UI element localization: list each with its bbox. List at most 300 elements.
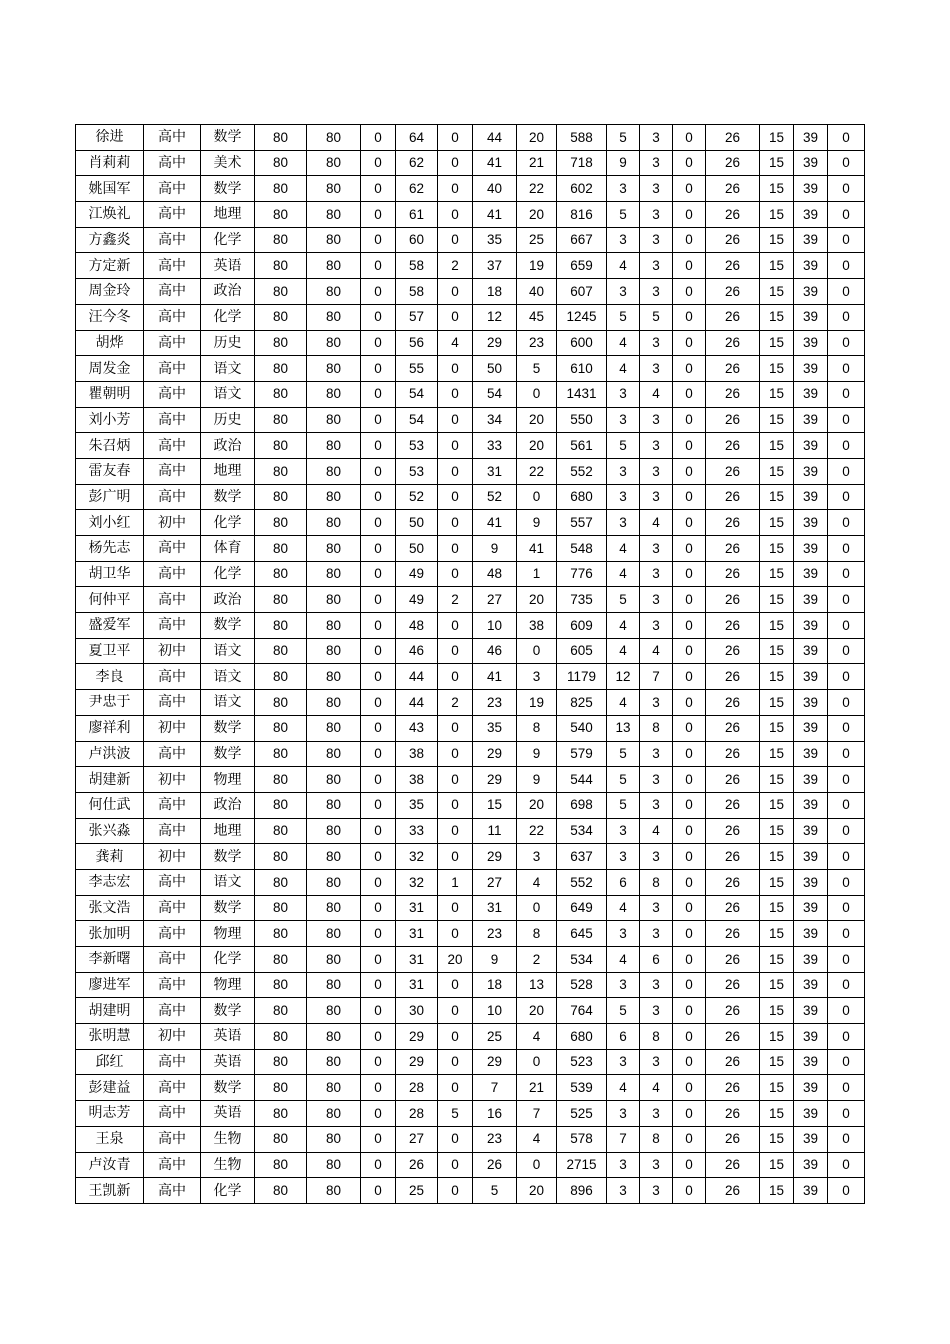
- table-cell: 4: [607, 253, 640, 279]
- table-cell: 高中: [144, 407, 201, 433]
- table-cell: 62: [396, 150, 438, 176]
- table-cell: 语文: [201, 664, 255, 690]
- table-cell: 0: [438, 715, 473, 741]
- table-cell: 3: [640, 972, 673, 998]
- table-cell: 廖进军: [76, 972, 144, 998]
- table-cell: 31: [396, 947, 438, 973]
- table-cell: 80: [255, 1101, 307, 1127]
- table-cell: 48: [473, 561, 517, 587]
- table-cell: 39: [794, 356, 828, 382]
- table-cell: 39: [794, 947, 828, 973]
- table-cell: 高中: [144, 304, 201, 330]
- table-cell: 15: [760, 484, 794, 510]
- table-cell: 718: [557, 150, 607, 176]
- table-cell: 610: [557, 356, 607, 382]
- table-cell: 0: [361, 715, 396, 741]
- table-cell: 0: [438, 1049, 473, 1075]
- table-cell: 39: [794, 304, 828, 330]
- table-cell: 80: [307, 227, 361, 253]
- table-cell: 5: [607, 587, 640, 613]
- table-cell: 46: [396, 638, 438, 664]
- table-cell: 0: [361, 458, 396, 484]
- table-cell: 22: [517, 176, 557, 202]
- table-cell: 33: [473, 433, 517, 459]
- table-cell: 26: [706, 741, 760, 767]
- table-cell: 26: [706, 1049, 760, 1075]
- table-cell: 13: [607, 715, 640, 741]
- table-cell: 0: [438, 792, 473, 818]
- table-cell: 0: [361, 227, 396, 253]
- table-cell: 3: [607, 1101, 640, 1127]
- table-cell: 15: [760, 690, 794, 716]
- table-cell: 0: [361, 947, 396, 973]
- table-cell: 0: [828, 304, 865, 330]
- table-cell: 3: [640, 844, 673, 870]
- table-cell: 5: [607, 998, 640, 1024]
- table-row: [76, 1101, 865, 1127]
- table-cell: 周发金: [76, 356, 144, 382]
- table-cell: 3: [607, 279, 640, 305]
- table-cell: 26: [396, 1152, 438, 1178]
- table-cell: 80: [307, 484, 361, 510]
- table-cell: 80: [255, 330, 307, 356]
- table-cell: 0: [828, 125, 865, 151]
- table-cell: 80: [307, 561, 361, 587]
- table-cell: 49: [396, 587, 438, 613]
- table-cell: 61: [396, 202, 438, 228]
- table-cell: 20: [517, 1178, 557, 1204]
- table-cell: 3: [640, 356, 673, 382]
- table-cell: 80: [307, 844, 361, 870]
- table-cell: 高中: [144, 381, 201, 407]
- table-cell: 15: [760, 921, 794, 947]
- table-cell: 0: [673, 741, 706, 767]
- table-cell: 3: [607, 1152, 640, 1178]
- table-cell: 3: [640, 279, 673, 305]
- table-row: [76, 1152, 865, 1178]
- table-cell: 0: [438, 844, 473, 870]
- table-cell: 5: [607, 125, 640, 151]
- table-cell: 15: [760, 844, 794, 870]
- table-cell: 0: [828, 458, 865, 484]
- table-cell: 0: [438, 176, 473, 202]
- table-cell: 825: [557, 690, 607, 716]
- table-row: [76, 536, 865, 562]
- table-cell: 26: [706, 458, 760, 484]
- table-cell: 26: [706, 561, 760, 587]
- table-cell: 0: [673, 433, 706, 459]
- table-cell: 化学: [201, 304, 255, 330]
- table-cell: 8: [517, 715, 557, 741]
- table-cell: 557: [557, 510, 607, 536]
- table-cell: 80: [255, 202, 307, 228]
- table-cell: 高中: [144, 227, 201, 253]
- table-cell: 80: [255, 690, 307, 716]
- table-cell: 0: [828, 972, 865, 998]
- table-cell: 0: [828, 1152, 865, 1178]
- table-cell: 15: [760, 202, 794, 228]
- table-cell: 552: [557, 458, 607, 484]
- table-cell: 周金玲: [76, 279, 144, 305]
- table-cell: 26: [706, 869, 760, 895]
- table-cell: 李良: [76, 664, 144, 690]
- table-cell: 英语: [201, 253, 255, 279]
- table-cell: 0: [673, 895, 706, 921]
- table-cell: 80: [307, 279, 361, 305]
- table-row: [76, 253, 865, 279]
- table-cell: 高中: [144, 1152, 201, 1178]
- table-cell: 15: [760, 1075, 794, 1101]
- table-cell: 李志宏: [76, 869, 144, 895]
- table-row: [76, 202, 865, 228]
- table-cell: 26: [706, 150, 760, 176]
- table-cell: 高中: [144, 484, 201, 510]
- table-cell: 初中: [144, 638, 201, 664]
- table-cell: 0: [361, 279, 396, 305]
- table-cell: 生物: [201, 1126, 255, 1152]
- table-cell: 39: [794, 1178, 828, 1204]
- table-cell: 26: [706, 253, 760, 279]
- table-cell: 0: [673, 921, 706, 947]
- table-row: [76, 1049, 865, 1075]
- table-cell: 4: [607, 356, 640, 382]
- table-cell: 0: [438, 561, 473, 587]
- table-cell: 15: [760, 1024, 794, 1050]
- table-cell: 15: [760, 1178, 794, 1204]
- table-cell: 胡卫华: [76, 561, 144, 587]
- table-cell: 80: [255, 844, 307, 870]
- table-cell: 高中: [144, 433, 201, 459]
- table-cell: 0: [673, 458, 706, 484]
- table-cell: 15: [760, 587, 794, 613]
- table-cell: 0: [361, 176, 396, 202]
- table-cell: 0: [673, 1049, 706, 1075]
- table-cell: 4: [640, 510, 673, 536]
- table-cell: 0: [438, 1152, 473, 1178]
- table-cell: 4: [438, 330, 473, 356]
- table-cell: 0: [517, 638, 557, 664]
- table-cell: 3: [640, 561, 673, 587]
- table-row: [76, 176, 865, 202]
- table-cell: 0: [438, 818, 473, 844]
- table-cell: 15: [760, 792, 794, 818]
- table-cell: 39: [794, 202, 828, 228]
- table-cell: 80: [307, 690, 361, 716]
- table-cell: 何仲平: [76, 587, 144, 613]
- table-cell: 3: [640, 792, 673, 818]
- table-cell: 0: [673, 176, 706, 202]
- table-cell: 26: [706, 587, 760, 613]
- table-cell: 698: [557, 792, 607, 818]
- table-cell: 39: [794, 1075, 828, 1101]
- table-row: [76, 150, 865, 176]
- table-cell: 80: [307, 202, 361, 228]
- table-cell: 54: [396, 407, 438, 433]
- table-cell: 0: [438, 536, 473, 562]
- table-cell: 49: [396, 561, 438, 587]
- table-cell: 34: [473, 407, 517, 433]
- table-row: [76, 587, 865, 613]
- table-cell: 0: [828, 176, 865, 202]
- table-cell: 0: [517, 1152, 557, 1178]
- table-cell: 44: [396, 690, 438, 716]
- table-cell: 0: [828, 818, 865, 844]
- table-cell: 544: [557, 767, 607, 793]
- table-row: [76, 767, 865, 793]
- table-cell: 7: [607, 1126, 640, 1152]
- table-cell: 15: [760, 1152, 794, 1178]
- table-cell: 3: [640, 433, 673, 459]
- table-cell: 8: [640, 715, 673, 741]
- table-cell: 0: [673, 1024, 706, 1050]
- table-cell: 80: [255, 1049, 307, 1075]
- table-cell: 3: [607, 972, 640, 998]
- table-cell: 588: [557, 125, 607, 151]
- table-cell: 80: [255, 407, 307, 433]
- table-cell: 15: [760, 664, 794, 690]
- table-cell: 80: [307, 125, 361, 151]
- table-cell: 3: [640, 253, 673, 279]
- table-cell: 4: [517, 1024, 557, 1050]
- table-cell: 高中: [144, 895, 201, 921]
- table-cell: 39: [794, 690, 828, 716]
- table-cell: 0: [673, 202, 706, 228]
- table-cell: 12: [473, 304, 517, 330]
- table-cell: 高中: [144, 1178, 201, 1204]
- table-cell: 0: [438, 407, 473, 433]
- table-cell: 0: [828, 150, 865, 176]
- table-row: [76, 1178, 865, 1204]
- table-cell: 64: [396, 125, 438, 151]
- table-cell: 物理: [201, 767, 255, 793]
- table-cell: 80: [255, 895, 307, 921]
- table-cell: 27: [473, 587, 517, 613]
- table-cell: 1179: [557, 664, 607, 690]
- table-cell: 40: [473, 176, 517, 202]
- table-cell: 80: [255, 1178, 307, 1204]
- table-cell: 0: [828, 381, 865, 407]
- table-row: [76, 458, 865, 484]
- table-cell: 0: [361, 484, 396, 510]
- table-cell: 历史: [201, 330, 255, 356]
- table-cell: 0: [673, 767, 706, 793]
- table-cell: 0: [438, 1075, 473, 1101]
- table-cell: 化学: [201, 1178, 255, 1204]
- table-cell: 20: [517, 792, 557, 818]
- table-cell: 尹忠于: [76, 690, 144, 716]
- table-cell: 23: [473, 921, 517, 947]
- table-cell: 3: [640, 998, 673, 1024]
- table-cell: 637: [557, 844, 607, 870]
- table-cell: 何仕武: [76, 792, 144, 818]
- table-cell: 80: [307, 947, 361, 973]
- table-cell: 37: [473, 253, 517, 279]
- table-cell: 张兴淼: [76, 818, 144, 844]
- table-cell: 0: [828, 664, 865, 690]
- table-cell: 54: [473, 381, 517, 407]
- table-cell: 649: [557, 895, 607, 921]
- table-cell: 80: [307, 741, 361, 767]
- table-cell: 0: [361, 638, 396, 664]
- table-cell: 1245: [557, 304, 607, 330]
- table-cell: 31: [396, 921, 438, 947]
- table-cell: 80: [307, 150, 361, 176]
- table-cell: 0: [828, 767, 865, 793]
- table-cell: 初中: [144, 767, 201, 793]
- table-cell: 18: [473, 279, 517, 305]
- table-cell: 英语: [201, 1101, 255, 1127]
- table-cell: 0: [361, 381, 396, 407]
- table-cell: 0: [361, 510, 396, 536]
- table-cell: 3: [640, 895, 673, 921]
- table-cell: 0: [438, 895, 473, 921]
- table-cell: 0: [673, 253, 706, 279]
- table-cell: 杨先志: [76, 536, 144, 562]
- table-cell: 4: [517, 869, 557, 895]
- table-row: [76, 844, 865, 870]
- table-cell: 12: [607, 664, 640, 690]
- table-cell: 80: [307, 1024, 361, 1050]
- table-cell: 高中: [144, 818, 201, 844]
- table-row: [76, 407, 865, 433]
- table-cell: 22: [517, 458, 557, 484]
- table-row: [76, 279, 865, 305]
- table-cell: 0: [673, 150, 706, 176]
- table-cell: 0: [673, 536, 706, 562]
- table-cell: 80: [307, 407, 361, 433]
- table-cell: 江焕礼: [76, 202, 144, 228]
- table-cell: 政治: [201, 279, 255, 305]
- table-cell: 80: [255, 561, 307, 587]
- table-cell: 39: [794, 972, 828, 998]
- table-cell: 高中: [144, 869, 201, 895]
- table-cell: 39: [794, 921, 828, 947]
- table-cell: 50: [396, 536, 438, 562]
- table-cell: 80: [307, 510, 361, 536]
- table-cell: 80: [307, 972, 361, 998]
- table-cell: 5: [607, 741, 640, 767]
- table-row: [76, 638, 865, 664]
- table-cell: 3: [607, 381, 640, 407]
- table-cell: 80: [255, 510, 307, 536]
- table-cell: 26: [706, 536, 760, 562]
- table-cell: 数学: [201, 125, 255, 151]
- table-cell: 35: [473, 227, 517, 253]
- table-cell: 3: [640, 484, 673, 510]
- table-cell: 80: [307, 895, 361, 921]
- table-cell: 数学: [201, 741, 255, 767]
- table-cell: 2: [438, 253, 473, 279]
- table-cell: 5: [438, 1101, 473, 1127]
- table-cell: 3: [640, 150, 673, 176]
- table-cell: 15: [760, 818, 794, 844]
- table-cell: 3: [640, 125, 673, 151]
- table-cell: 3: [640, 587, 673, 613]
- table-cell: 52: [473, 484, 517, 510]
- table-cell: 80: [255, 869, 307, 895]
- table-cell: 39: [794, 998, 828, 1024]
- table-cell: 高中: [144, 921, 201, 947]
- table-cell: 0: [438, 125, 473, 151]
- table-cell: 数学: [201, 715, 255, 741]
- table-cell: 0: [828, 921, 865, 947]
- table-row: [76, 304, 865, 330]
- table-cell: 物理: [201, 921, 255, 947]
- table-cell: 0: [361, 433, 396, 459]
- table-cell: 26: [706, 433, 760, 459]
- table-cell: 物理: [201, 972, 255, 998]
- table-cell: 39: [794, 150, 828, 176]
- table-cell: 0: [828, 1178, 865, 1204]
- table-cell: 35: [396, 792, 438, 818]
- table-cell: 0: [438, 1024, 473, 1050]
- table-row: [76, 613, 865, 639]
- table-cell: 39: [794, 536, 828, 562]
- table-row: [76, 972, 865, 998]
- table-cell: 27: [473, 869, 517, 895]
- table-cell: 80: [255, 125, 307, 151]
- table-cell: 瞿朝明: [76, 381, 144, 407]
- table-cell: 卢汝青: [76, 1152, 144, 1178]
- table-cell: 0: [828, 253, 865, 279]
- table-cell: 3: [640, 767, 673, 793]
- table-cell: 561: [557, 433, 607, 459]
- table-cell: 3: [517, 664, 557, 690]
- table-cell: 80: [307, 536, 361, 562]
- table-cell: 高中: [144, 792, 201, 818]
- table-cell: 初中: [144, 715, 201, 741]
- table-cell: 0: [361, 869, 396, 895]
- table-cell: 44: [396, 664, 438, 690]
- table-cell: 26: [706, 818, 760, 844]
- table-cell: 0: [438, 381, 473, 407]
- table-cell: 0: [828, 433, 865, 459]
- table-row: [76, 947, 865, 973]
- table-cell: 23: [473, 690, 517, 716]
- table-cell: 26: [706, 792, 760, 818]
- table-cell: 680: [557, 1024, 607, 1050]
- table-cell: 80: [307, 1178, 361, 1204]
- table-cell: 0: [361, 818, 396, 844]
- table-cell: 26: [706, 767, 760, 793]
- table-cell: 80: [255, 176, 307, 202]
- table-cell: 25: [517, 227, 557, 253]
- table-cell: 80: [307, 304, 361, 330]
- table-cell: 9: [473, 536, 517, 562]
- table-cell: 高中: [144, 1075, 201, 1101]
- table-cell: 80: [255, 536, 307, 562]
- table-cell: 高中: [144, 587, 201, 613]
- table-cell: 15: [760, 150, 794, 176]
- table-cell: 高中: [144, 972, 201, 998]
- table-cell: 徐进: [76, 125, 144, 151]
- table-cell: 0: [673, 407, 706, 433]
- table-cell: 0: [828, 792, 865, 818]
- table-cell: 764: [557, 998, 607, 1024]
- table-cell: 9: [607, 150, 640, 176]
- table-cell: 3: [640, 1101, 673, 1127]
- table-cell: 9: [517, 767, 557, 793]
- table-cell: 80: [307, 818, 361, 844]
- table-cell: 0: [673, 484, 706, 510]
- table-cell: 80: [255, 664, 307, 690]
- table-cell: 15: [760, 715, 794, 741]
- table-cell: 0: [673, 227, 706, 253]
- table-cell: 0: [828, 587, 865, 613]
- table-cell: 数学: [201, 998, 255, 1024]
- table-cell: 80: [255, 947, 307, 973]
- table-cell: 0: [438, 664, 473, 690]
